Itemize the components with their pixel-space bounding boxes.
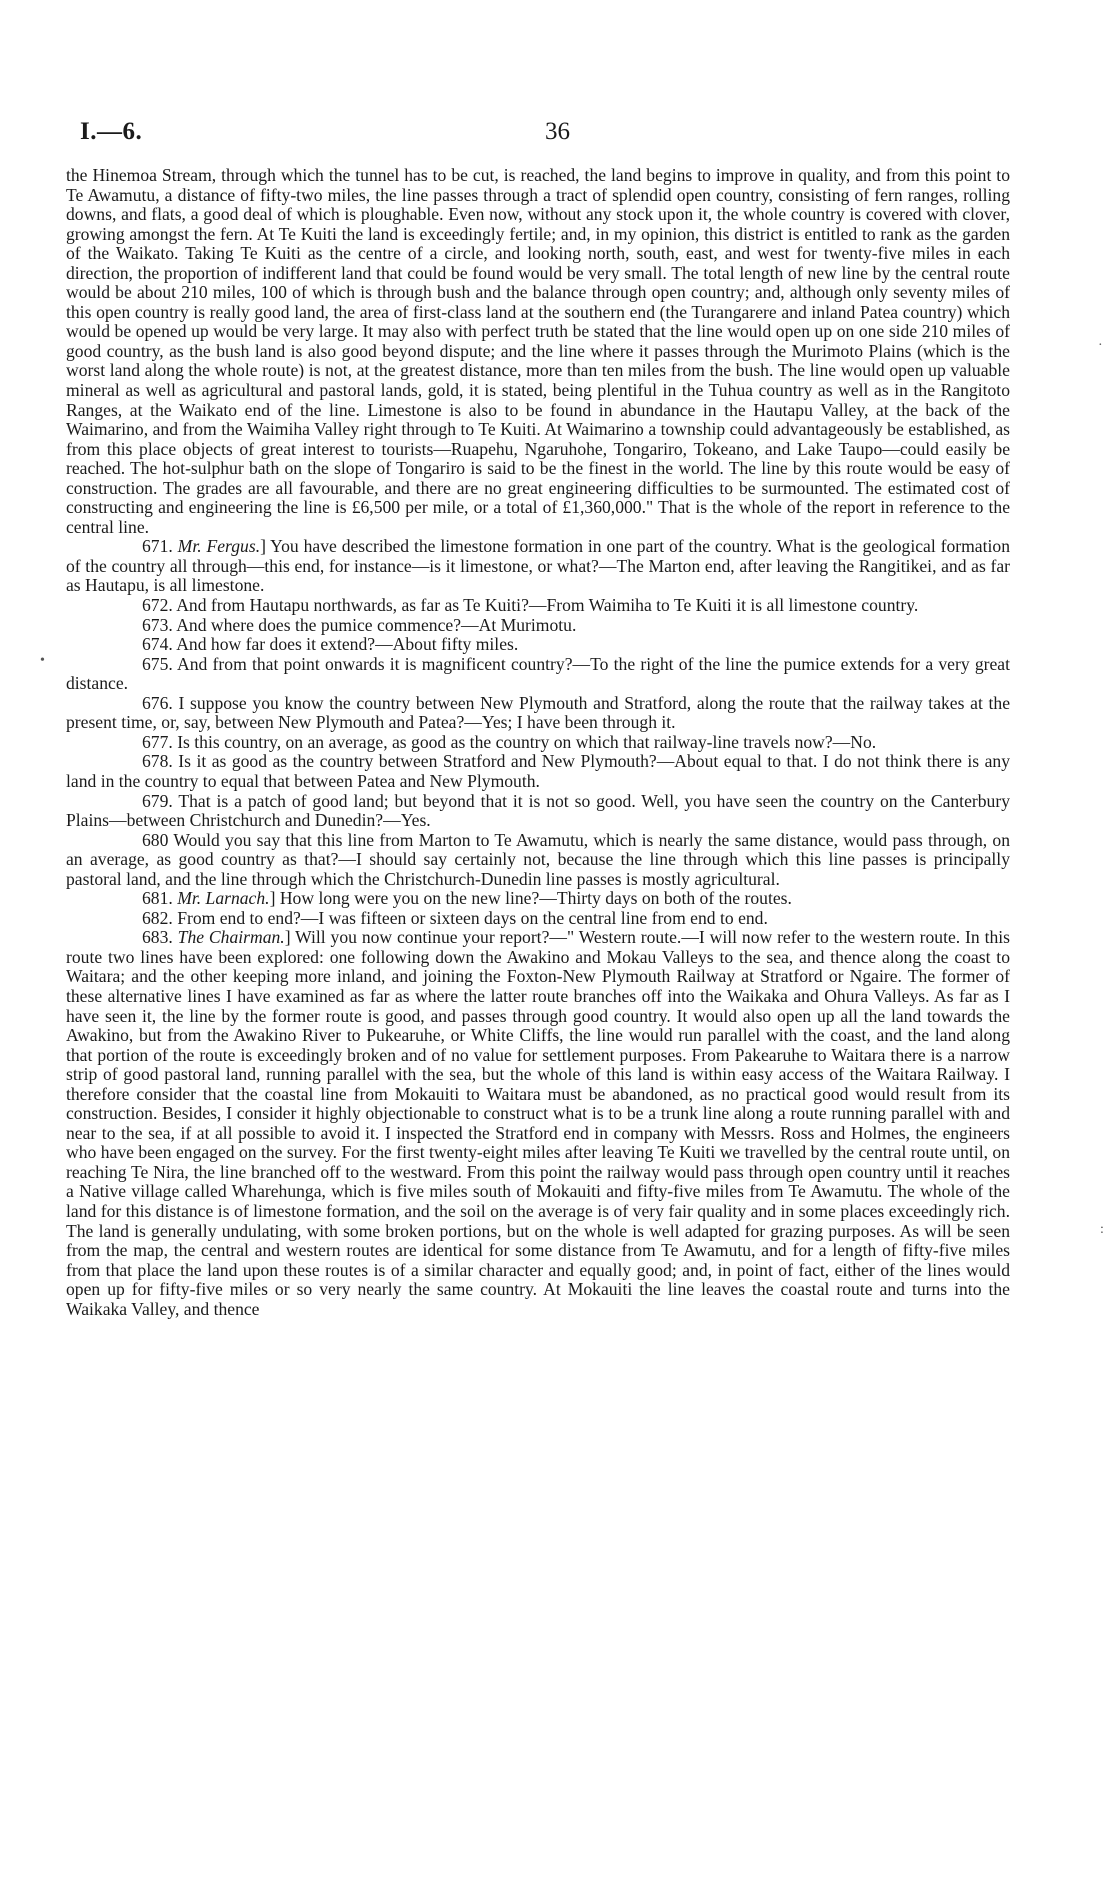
paragraph-text: the Hinemoa Stream, through which the tunnel has to be cut, is reached, the land begins to improve in quality, and from this point to Te Awamutu, a distance of fifty-two miles, the line passes through a tract of splendid open country, consisting of fern ranges, rolling downs, and flats, a good deal of which is ploughable. Even now, without any stock upon it, the whole country is covered with clover, growing amongst the fern. At Te Kuiti the land is exceedingly fertile; and, in my opinion, this district is entitled to rank as the garden of the Waikato. Taking Te Kuiti as the centre of a circle, and looking north, south, east, and west for twenty-five miles in each direction, the proportion of indifferent land that could be found would be very small. The total length of new line by the central route would be about 210 miles, 100 of which is through bush and the balance through open country; and, although only seventy miles of this open country is really good land, the area of first-class land at the southern end (the Turangarere and inland Patea country) which would be opened up would be very large. It may also with perfect truth be stated that the line would open up on one side 210 miles of good country, as the bush land is also good beyond dispute; and the line where it passes through the Murimoto Plains (which is the worst land along the whole route) is not, at the greatest distance, more than ten miles from the bush. The line would open up valuable mineral as well as agricultural and pastoral lands, gold, it is stated, being plentiful in the Tuhua country as well as in the Rangitoto Ranges, at the Waikato end of the line. Limestone is also to be found in abundance in the Hautapu Valley, at the back of the Waimarino, and from the Waimiha Valley right through to Te Kuiti. At Waimarino a township could advantageously be established, as from this place objects of great interest to tourists—Ruapehu, Ngaruhohe, Tongariro, Tokeano, and Lake Taupo—could easily be reached. The hot-sulphur bath on the slope of Tongariro is said to be the finest in the world. The line by this route would be easy of construction. The grades are all favourable, and there are no great engineering difficulties to be surmounted. The estimated cost of constructing and engineering the line is £6,500 per mile, or a total of £1,360,000." That is the whole of the report in reference to the central line. bbox=[66, 165, 1010, 537]
question-number: 674. bbox=[142, 634, 177, 655]
question-number: 683. bbox=[142, 927, 178, 948]
paragraph-text: And from that point onwards it is magnificent country?—To the right of the line the pumice extends for a very great distance. bbox=[66, 653, 1011, 694]
question-paragraph bbox=[66, 831, 1010, 890]
margin-mark: • bbox=[40, 653, 45, 668]
paragraph-text: And from Hautapu northwards, as far as Te Kuiti?—From Waimiha to Te Kuiti it is all limestone country. bbox=[176, 595, 919, 616]
question-number: 673. bbox=[142, 614, 177, 635]
question-paragraph bbox=[66, 635, 1010, 655]
question-number: 676. bbox=[142, 692, 179, 713]
paragraph-text: Would you say that this line from Marton to Te Awamutu, which is nearly the same distance, would pass through, on an average, as good country as that?—I should say certainly not, because the line through which this line passes is principally pastoral land, and the line through which the Christchurch-Dunedin line passes is mostly agricultural. bbox=[66, 829, 1010, 889]
question-paragraph bbox=[66, 889, 1010, 909]
paragraph-text: From end to end?—I was fifteen or sixteen days on the central line from end to end. bbox=[177, 907, 768, 928]
margin-mark: : bbox=[1100, 1222, 1104, 1237]
question-number: 675. bbox=[142, 653, 178, 674]
question-number: 677. bbox=[142, 731, 178, 752]
body-text bbox=[66, 166, 1010, 1319]
question-paragraph bbox=[66, 733, 1010, 753]
speaker-name: Mr. Fergus. bbox=[177, 536, 261, 557]
paragraph-text: Is it as good as the country between Stratford and New Plymouth?—About equal to that. I do not think there is any land in the country to equal that between Patea and New Plymouth. bbox=[66, 751, 1010, 791]
page-header bbox=[80, 118, 1034, 148]
paragraph-text: ] How long were you on the new line?—Thirty days on both of the routes. bbox=[269, 888, 792, 909]
question-number: 681. bbox=[142, 888, 178, 909]
question-paragraph bbox=[66, 694, 1010, 733]
page-number: 36 bbox=[545, 118, 570, 145]
question-paragraph bbox=[66, 792, 1010, 831]
speaker-name: The Chairman. bbox=[177, 927, 285, 948]
paragraph-text: ] Will you now continue your report?—" Western route.—I will now refer to the western route. In this route two lines have been explored: one following down the Awakino and Mokau Valleys to the sea, and thence along the coast to Waitara; and the other keeping more inland, and joining the Foxton-New Plymouth Railway at Stratford or Ngaire. The former of these alternative lines I have examined as far as where the latter route branches off into the Waikaka and Ohura Valleys. As far as I have seen it, the line by the former route is good, and passes through good country. It would also open up all the land towards the Awakino, but from the Awakino River to Pukearuhe, or White Cliffs, the line would run parallel with the coast, and the land along that portion of the route is exceedingly broken and of no value for settlement purposes. From Pakearuhe to Waitara there is a narrow strip of good pastoral land, running parallel with the sea, but the whole of this land is within easy access of the Waitara Railway. I therefore consider that the coastal line from Mokauiti to Waitara must be abandoned, as no practical good would result from its construction. Besides, I consider it highly objectionable to construct what is to be a trunk line along a route running parallel with and near to the sea, if at all possible to avoid it. I inspected the Stratford end in company with Messrs. Ross and Holmes, the engineers who have been engaged on the survey. For the first twenty-eight miles after leaving Te Kuiti we travelled by the central route until, on reaching Te Nira, the line branched off to the westward. From this point the railway would pass through open country until it reaches a Native village called Wharehunga, which is five miles south of Mokauiti and fifty-five miles from Te Awamutu. The whole of the land for this distance is of limestone formation, and the soil on the average is of very fair quality and in some places exceedingly rich. The land is generally undulating, with some broken portions, but on the whole is well adapted for grazing purposes. As will be seen from the map, the central and western routes are identical for some distance from Te Awamutu, and for a length of fifty-five miles from that place the land upon these routes is of a similar character and equally good; and, in point of fact, either of the lines would open up for fifty-five miles or so very nearly the same country. At Mokauiti the line leaves the coastal route and turns into the Waikaka Valley, and thence bbox=[66, 927, 1011, 1319]
speaker-name: Mr. Larnach. bbox=[177, 888, 270, 909]
paragraph-text: And how far does it extend?—About fifty miles. bbox=[176, 634, 519, 655]
paragraph-text: That is a patch of good land; but beyond that it is not so good. Well, you have seen the country on the Canterbury Plains—between Christchurch and Dunedin?—Yes. bbox=[66, 790, 1010, 831]
question-paragraph bbox=[66, 928, 1010, 1319]
question-paragraph bbox=[66, 752, 1010, 791]
paragraph-text: ] You have described the limestone formation in one part of the country. What is the geological formation of the country all through—this end, for instance—is it limestone, or what?—The Marton end, after leaving the Rangitikei, and as far as Hautapu, is all limestone. bbox=[66, 536, 1010, 596]
question-paragraph bbox=[66, 909, 1010, 929]
paragraph-text: Is this country, on an average, as good as the country on which that railway-line travels now?—No. bbox=[177, 731, 877, 752]
document-reference: I.—6. bbox=[80, 118, 143, 145]
question-paragraph bbox=[66, 655, 1010, 694]
question-paragraph bbox=[66, 616, 1010, 636]
question-paragraph bbox=[66, 596, 1010, 616]
question-number: 679. bbox=[142, 790, 179, 811]
margin-mark: · bbox=[1098, 338, 1103, 353]
continuation-paragraph bbox=[66, 166, 1010, 537]
question-paragraph bbox=[66, 537, 1010, 596]
paragraph-text: I suppose you know the country between New Plymouth and Stratford, along the route that the railway takes at the present time, or, say, between New Plymouth and Patea?—Yes; I have been through it. bbox=[66, 692, 1011, 733]
question-number: 671. bbox=[142, 536, 178, 557]
question-number: 682. bbox=[142, 907, 178, 928]
question-number: 672. bbox=[142, 595, 177, 616]
paragraph-text: And where does the pumice commence?—At Murimotu. bbox=[176, 614, 577, 635]
question-number: 680 bbox=[142, 829, 174, 850]
question-number: 678. bbox=[142, 751, 179, 772]
